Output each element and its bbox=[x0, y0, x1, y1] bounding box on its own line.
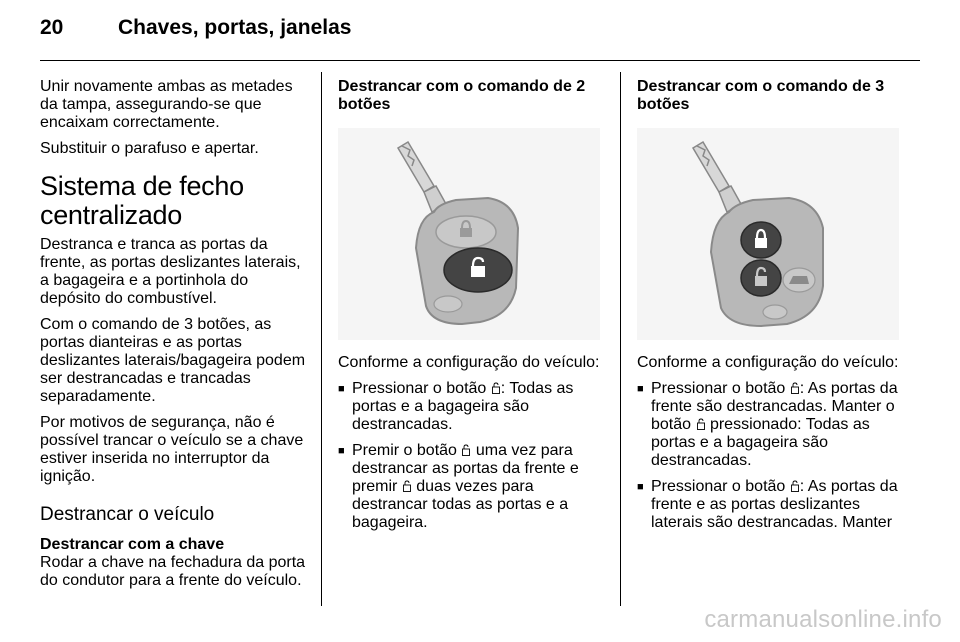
paragraph: Conforme a configuração do veículo: bbox=[637, 354, 899, 371]
section-heading: Sistema de fecho centralizado bbox=[40, 171, 244, 230]
list-item-text: Premir o botão bbox=[352, 442, 457, 459]
unlock-icon bbox=[697, 418, 705, 430]
bullet-list bbox=[338, 380, 606, 532]
paragraph: Destranca e tranca as portas da frente, as portas deslizantes laterais, a bagageira e a portinhola do depósito do combustível. bbox=[40, 236, 301, 307]
unlock-icon bbox=[403, 480, 411, 492]
page-title: Chaves, portas, janelas bbox=[118, 16, 352, 39]
list-item-text: Pressionar o botão bbox=[651, 380, 786, 397]
key-fob-2-button-illustration bbox=[338, 128, 600, 340]
unlock-icon bbox=[791, 382, 799, 394]
list-item-text: : As portas da frente e as portas deslizantes laterais são destrancadas. Manter bbox=[651, 478, 898, 531]
paragraph: Substituir o parafuso e apertar. bbox=[40, 140, 259, 157]
list-item-text: pressionado: Todas as portas e a bagageira são destrancadas. bbox=[651, 416, 870, 469]
paragraph: Rodar a chave na fechadura da porta do condutor para a frente do veículo. bbox=[40, 554, 306, 589]
column-3 bbox=[637, 78, 905, 540]
unlock-icon bbox=[462, 444, 470, 456]
sub-subsection-heading: Destrancar com o comando de 3 botões bbox=[637, 78, 885, 113]
unlock-icon bbox=[791, 480, 799, 492]
column-1 bbox=[40, 78, 306, 598]
key-fob-3-button-illustration bbox=[637, 128, 899, 340]
list-item bbox=[637, 380, 905, 470]
paragraph: Unir novamente ambas as metades da tampa, assegurando-se que encaixam correctamente. bbox=[40, 78, 293, 131]
column-divider-2 bbox=[620, 72, 621, 606]
key-fob-2-button-svg bbox=[338, 128, 600, 340]
page-header bbox=[40, 16, 920, 56]
list-item bbox=[637, 478, 905, 532]
column-2 bbox=[338, 78, 606, 540]
list-item-text: : Todas as portas e a bagageira são destrancadas. bbox=[352, 380, 574, 433]
subsection-heading: Destrancar o veículo bbox=[40, 504, 215, 525]
watermark: carmanualsonline.info bbox=[704, 606, 942, 633]
paragraph: Com o comando de 3 botões, as portas dianteiras e as portas deslizantes laterais/bagageira podem ser destrancadas e trancadas separadamente. bbox=[40, 316, 306, 405]
page-number: 20 bbox=[40, 16, 64, 39]
column-divider-1 bbox=[321, 72, 322, 606]
list-item bbox=[338, 380, 606, 434]
list-item-text: Pressionar o botão bbox=[651, 478, 786, 495]
list-item bbox=[338, 442, 606, 532]
list-item-text: : As portas da frente são destrancadas. Manter o botão bbox=[651, 380, 898, 433]
sub-subsection-heading: Destrancar com o comando de 2 botões bbox=[338, 78, 586, 113]
header-rule bbox=[40, 60, 920, 61]
list-item-text: duas vezes para destrancar todas as portas e a bagageira. bbox=[352, 478, 569, 531]
key-fob-3-button-svg bbox=[637, 128, 899, 340]
sub-subsection-heading: Destrancar com a chave bbox=[40, 536, 225, 553]
paragraph: Conforme a configuração do veículo: bbox=[338, 354, 600, 371]
list-item-text: uma vez para destrancar as portas da frente e premir bbox=[352, 442, 579, 495]
bullet-list bbox=[637, 380, 905, 532]
paragraph: Por motivos de segurança, não é possível trancar o veículo se a chave estiver inserida no interruptor da ignição. bbox=[40, 414, 304, 485]
list-item-text: Pressionar o botão bbox=[352, 380, 487, 397]
unlock-icon bbox=[492, 382, 500, 394]
